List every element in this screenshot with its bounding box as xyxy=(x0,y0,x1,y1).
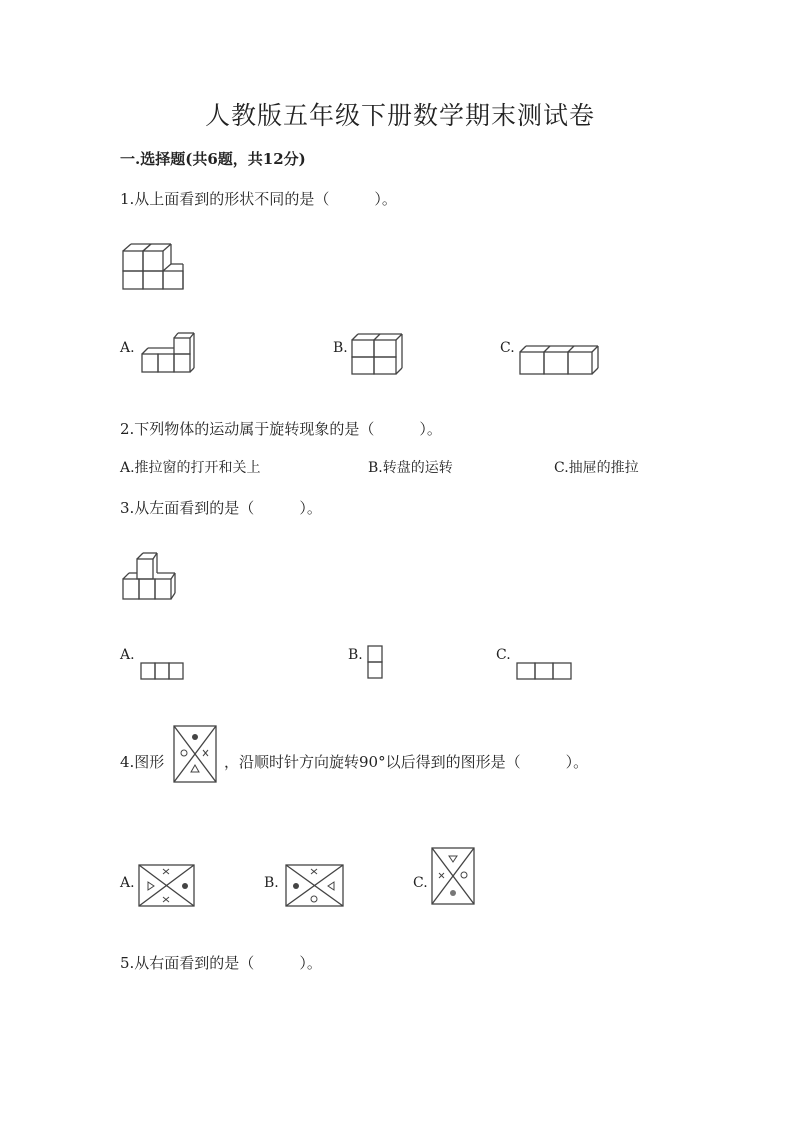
page-title: 人教版五年级下册数学期末测试卷 xyxy=(204,101,595,130)
q1-option-c[interactable]: C. xyxy=(500,340,515,356)
question-2-text: 2.下列物体的运动属于旋转现象的是（ ）。 xyxy=(120,420,442,438)
q1-option-c-figure xyxy=(518,344,602,376)
question-1-text: 1.从上面看到的形状不同的是（ ）。 xyxy=(120,190,397,208)
q1-cube-figure xyxy=(121,243,187,291)
q4-option-a-figure xyxy=(138,864,196,908)
q4-original-figure xyxy=(173,725,219,785)
q3-option-a-figure xyxy=(140,662,186,682)
q3-option-a[interactable]: A. xyxy=(120,647,135,663)
question-3-text: 3.从左面看到的是（ ）。 xyxy=(120,499,322,517)
q1-option-b-figure xyxy=(350,332,406,376)
q1-option-a[interactable]: A. xyxy=(120,340,135,356)
q4-option-b[interactable]: B. xyxy=(264,875,279,891)
q3-option-b-figure xyxy=(367,645,385,681)
q1-option-a-figure xyxy=(138,332,196,376)
q3-option-c-figure xyxy=(516,662,574,682)
q3-option-b[interactable]: B. xyxy=(348,647,363,663)
q4-option-b-figure xyxy=(285,864,345,908)
section-heading: 一.选择题(共6题，共12分) xyxy=(120,150,306,168)
q3-cube-figure xyxy=(121,551,177,603)
q4-option-c[interactable]: C. xyxy=(413,875,428,891)
q4-option-c-figure xyxy=(431,847,477,907)
question-4-prefix: 4.图形 xyxy=(120,753,165,771)
q2-option-a[interactable]: A.推拉窗的打开和关上 xyxy=(120,460,261,476)
q4-option-a[interactable]: A. xyxy=(120,875,135,891)
q2-option-c[interactable]: C.抽屉的推拉 xyxy=(554,460,639,476)
q3-option-c[interactable]: C. xyxy=(496,647,511,663)
question-5-text: 5.从右面看到的是（ ）。 xyxy=(120,954,322,972)
q2-option-b[interactable]: B.转盘的运转 xyxy=(368,460,453,476)
question-4-suffix: ，沿顺时针方向旋转90°以后得到的图形是（ ）。 xyxy=(224,753,589,771)
q1-option-b[interactable]: B. xyxy=(333,340,348,356)
